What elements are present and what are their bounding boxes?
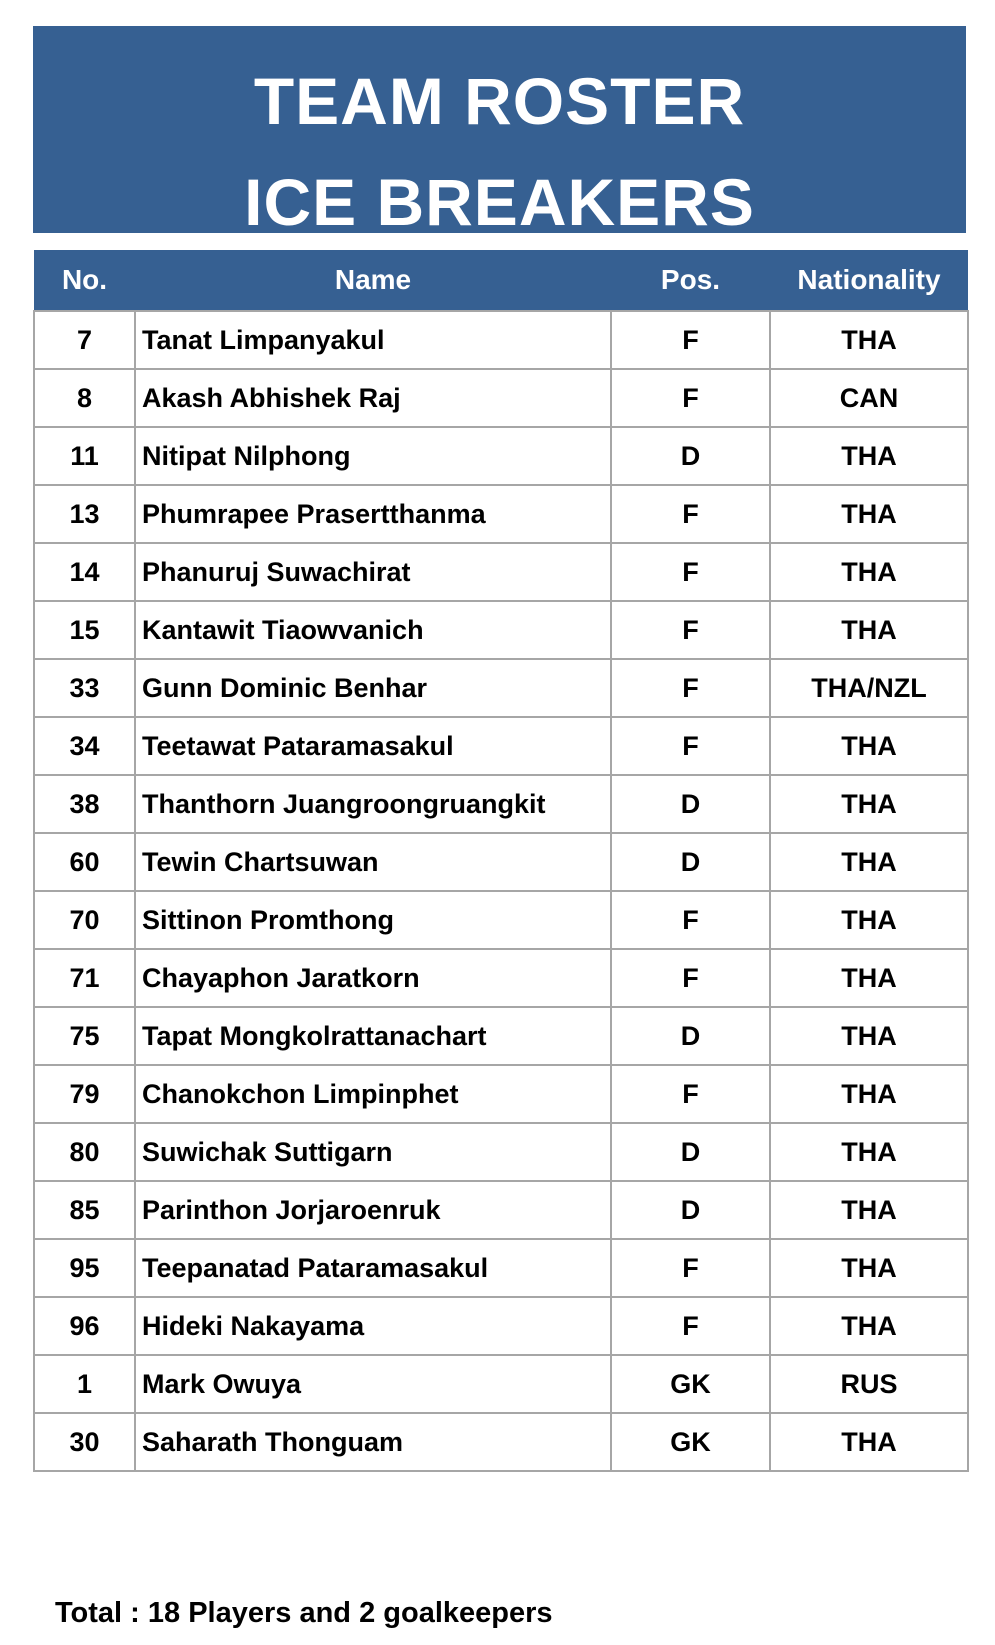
cell-name: Teetawat Pataramasakul [135,717,611,775]
cell-number: 30 [34,1413,135,1471]
cell-name: Tapat Mongkolrattanachart [135,1007,611,1065]
cell-name: Mark Owuya [135,1355,611,1413]
cell-name: Kantawit Tiaowvanich [135,601,611,659]
cell-position: F [611,1239,770,1297]
cell-number: 34 [34,717,135,775]
cell-name: Tanat Limpanyakul [135,311,611,369]
cell-position: F [611,717,770,775]
column-header-name: Name [135,250,611,311]
column-header-pos: Pos. [611,250,770,311]
cell-position: D [611,833,770,891]
cell-position: F [611,1065,770,1123]
roster-body [34,311,968,1471]
cell-name: Suwichak Suttigarn [135,1123,611,1181]
cell-nationality: THA [770,543,968,601]
team-name: ICE BREAKERS [244,165,755,239]
table-row [34,485,968,543]
cell-position: F [611,659,770,717]
cell-nationality: RUS [770,1355,968,1413]
column-header-no: No. [34,250,135,311]
cell-position: D [611,1123,770,1181]
cell-position: F [611,485,770,543]
cell-nationality: THA [770,775,968,833]
table-row [34,775,968,833]
cell-nationality: THA [770,485,968,543]
cell-nationality: THA [770,1413,968,1471]
cell-nationality: THA [770,891,968,949]
cell-position: F [611,601,770,659]
table-row [34,601,968,659]
cell-nationality: THA [770,1181,968,1239]
table-row [34,1413,968,1471]
cell-number: 38 [34,775,135,833]
cell-number: 1 [34,1355,135,1413]
cell-number: 80 [34,1123,135,1181]
table-row [34,369,968,427]
cell-name: Gunn Dominic Benhar [135,659,611,717]
table-row [34,1181,968,1239]
cell-name: Phumrapee Prasertthanma [135,485,611,543]
cell-name: Teepanatad Pataramasakul [135,1239,611,1297]
cell-position: F [611,543,770,601]
cell-position: D [611,427,770,485]
cell-number: 79 [34,1065,135,1123]
cell-name: Chanokchon Limpinphet [135,1065,611,1123]
cell-name: Akash Abhishek Raj [135,369,611,427]
cell-number: 75 [34,1007,135,1065]
cell-nationality: THA [770,601,968,659]
cell-name: Thanthorn Juangroongruangkit [135,775,611,833]
cell-nationality: THA [770,1297,968,1355]
cell-number: 70 [34,891,135,949]
cell-number: 71 [34,949,135,1007]
table-row [34,1239,968,1297]
cell-position: F [611,949,770,1007]
cell-number: 60 [34,833,135,891]
title-banner [33,26,966,239]
cell-name: Phanuruj Suwachirat [135,543,611,601]
cell-number: 7 [34,311,135,369]
cell-position: D [611,1181,770,1239]
cell-position: D [611,775,770,833]
table-header-row [34,250,968,311]
cell-name: Saharath Thonguam [135,1413,611,1471]
cell-name: Sittinon Promthong [135,891,611,949]
cell-position: F [611,1297,770,1355]
cell-number: 13 [34,485,135,543]
cell-number: 95 [34,1239,135,1297]
cell-nationality: THA [770,1065,968,1123]
table-row [34,659,968,717]
cell-position: GK [611,1413,770,1471]
cell-nationality: THA [770,1239,968,1297]
cell-name: Nitipat Nilphong [135,427,611,485]
cell-position: D [611,1007,770,1065]
cell-position: GK [611,1355,770,1413]
table-row [34,427,968,485]
cell-name: Parinthon Jorjaroenruk [135,1181,611,1239]
table-row [34,717,968,775]
cell-nationality: THA [770,427,968,485]
cell-name: Tewin Chartsuwan [135,833,611,891]
cell-nationality: THA [770,1123,968,1181]
table-row [34,891,968,949]
total-summary: Total : 18 Players and 2 goalkeepers [55,1597,553,1629]
cell-nationality: THA [770,1007,968,1065]
cell-nationality: THA [770,833,968,891]
cell-position: F [611,311,770,369]
table-row [34,833,968,891]
cell-nationality: THA [770,949,968,1007]
cell-nationality: CAN [770,369,968,427]
cell-position: F [611,891,770,949]
cell-number: 14 [34,543,135,601]
cell-position: F [611,369,770,427]
table-row [34,1297,968,1355]
cell-nationality: THA [770,311,968,369]
cell-number: 15 [34,601,135,659]
cell-name: Hideki Nakayama [135,1297,611,1355]
table-row [34,1065,968,1123]
cell-name: Chayaphon Jaratkorn [135,949,611,1007]
table-row [34,1007,968,1065]
cell-number: 33 [34,659,135,717]
table-row [34,543,968,601]
table-row [34,949,968,1007]
cell-number: 8 [34,369,135,427]
table-row [34,311,968,369]
column-header-nationality: Nationality [770,250,968,311]
page-title: TEAM ROSTER [253,64,746,138]
table-row [34,1355,968,1413]
cell-number: 96 [34,1297,135,1355]
table-row [34,1123,968,1181]
cell-nationality: THA [770,717,968,775]
roster-table [33,250,969,1472]
cell-number: 11 [34,427,135,485]
cell-number: 85 [34,1181,135,1239]
cell-nationality: THA/NZL [770,659,968,717]
